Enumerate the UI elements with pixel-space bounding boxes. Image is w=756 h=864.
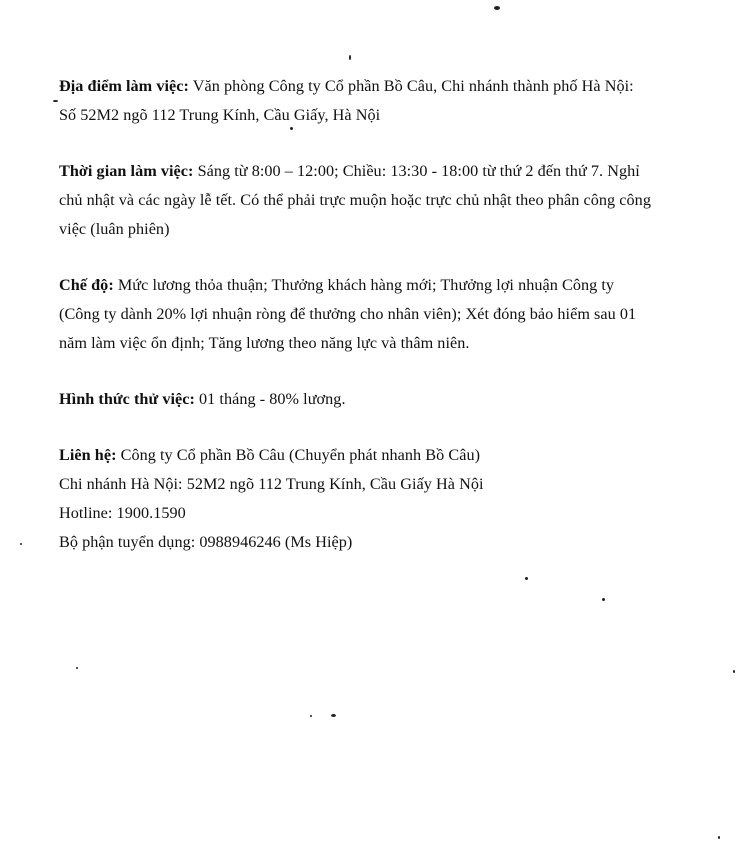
scan-speck — [718, 836, 720, 839]
section-text: Công ty Cổ phần Bồ Câu (Chuyển phát nhanh Bồ Câu) — [116, 446, 481, 464]
scan-speck — [602, 598, 605, 601]
section-text: Số 52M2 ngõ 112 Trung Kính, Cầu Giấy, Hà Nội — [59, 106, 381, 124]
section-label: Chế độ: — [59, 276, 114, 294]
section-text: chủ nhật và các ngày lễ tết. Có thể phải trực muộn hoặc trực chủ nhật theo phân công công — [59, 191, 651, 209]
section-work-location — [59, 72, 719, 130]
section-first-line — [59, 441, 719, 470]
section-text: Chi nhánh Hà Nội: 52M2 ngõ 112 Trung Kính, Cầu Giấy Hà Nội — [59, 475, 484, 493]
section-contact — [59, 441, 719, 557]
scan-speck — [525, 577, 528, 580]
section-text: Hotline: 1900.1590 — [59, 504, 186, 522]
job-details-content — [59, 72, 719, 584]
section-text: việc (luân phiên) — [59, 220, 170, 238]
section-label: Địa điểm làm việc: — [59, 77, 189, 95]
section-text: Mức lương thỏa thuận; Thưởng khách hàng mới; Thưởng lợi nhuận Công ty — [113, 276, 615, 294]
section-text: Bộ phận tuyển dụng: 0988946246 (Ms Hiệp) — [59, 533, 353, 551]
section-first-line — [59, 157, 719, 186]
scan-speck — [733, 670, 735, 673]
section-text: 01 tháng - 80% lương. — [194, 390, 346, 408]
section-label: Thời gian làm việc: — [59, 162, 194, 180]
section-first-line — [59, 385, 719, 414]
section-benefits — [59, 271, 719, 358]
section-label: Hình thức thử việc: — [59, 390, 195, 408]
section-first-line — [59, 271, 719, 300]
section-label: Liên hệ: — [59, 446, 117, 464]
section-text: năm làm việc ổn định; Tăng lương theo năng lực và thâm niên. — [59, 334, 470, 352]
section-text: Văn phòng Công ty Cổ phần Bồ Câu, Chi nhánh thành phố Hà Nội: — [188, 77, 634, 95]
scan-speck — [349, 55, 351, 60]
scan-speck — [20, 543, 22, 545]
section-text: Sáng từ 8:00 – 12:00; Chiều: 13:30 - 18:00 từ thứ 2 đến thứ 7. Nghỉ — [193, 162, 640, 180]
scan-speck — [76, 667, 78, 669]
section-first-line — [59, 72, 719, 101]
section-probation — [59, 385, 719, 414]
scan-speck — [331, 714, 336, 717]
scan-speck — [53, 100, 58, 102]
section-text: (Công ty dành 20% lợi nhuận ròng để thưởng cho nhân viên); Xét đóng bảo hiểm sau 01 — [59, 305, 637, 323]
scan-speck — [494, 6, 500, 10]
scan-speck — [310, 715, 312, 717]
section-working-hours — [59, 157, 719, 244]
scan-speck — [290, 127, 293, 130]
